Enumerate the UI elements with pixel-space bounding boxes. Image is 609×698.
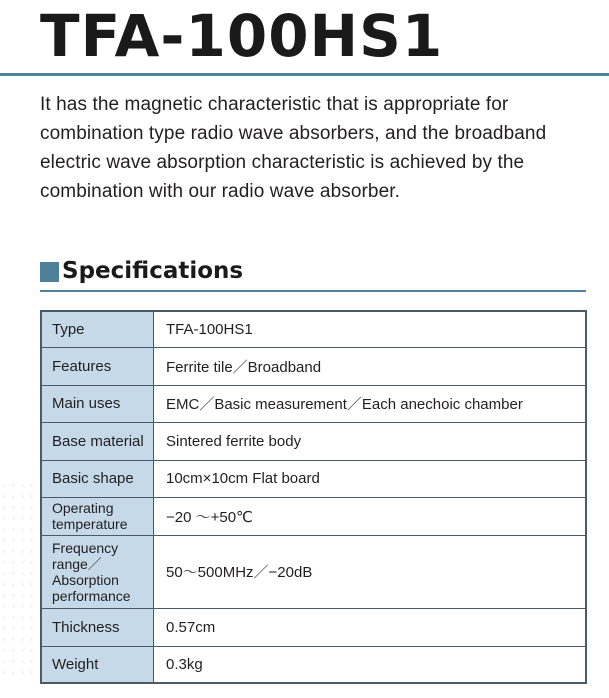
spec-label: Main uses bbox=[41, 385, 154, 422]
spec-value: 50～500MHz／−20dB bbox=[154, 535, 587, 608]
spec-label: Thickness bbox=[41, 608, 154, 646]
spec-value: 0.57cm bbox=[154, 608, 587, 646]
intro-line: combination type radio wave absorbers, and the broadband bbox=[40, 123, 547, 144]
section-title: Specifications bbox=[62, 258, 244, 284]
table-row bbox=[41, 460, 586, 497]
table-row bbox=[41, 422, 586, 460]
specifications-table bbox=[40, 310, 587, 684]
table-row bbox=[41, 347, 586, 385]
square-bullet-icon bbox=[40, 262, 59, 282]
spec-label: Base material bbox=[41, 422, 154, 460]
background-dot-pattern bbox=[0, 480, 36, 680]
table-row bbox=[41, 608, 586, 646]
table-row bbox=[41, 385, 586, 422]
spec-value: 0.3kg bbox=[154, 646, 587, 683]
intro-line: It has the magnetic characteristic that is appropriate for bbox=[40, 94, 509, 115]
title-divider bbox=[0, 73, 609, 76]
spec-label: Weight bbox=[41, 646, 154, 683]
spec-label: Basic shape bbox=[41, 460, 154, 497]
section-divider bbox=[40, 290, 586, 292]
spec-value: TFA-100HS1 bbox=[154, 311, 587, 347]
spec-label: Operating temperature bbox=[41, 497, 154, 535]
table-row bbox=[41, 311, 586, 347]
intro-paragraph bbox=[40, 90, 605, 206]
intro-line: combination with our radio wave absorber. bbox=[40, 181, 401, 202]
intro-line: electric wave absorption characteristic is achieved by the bbox=[40, 152, 525, 173]
spec-label: Features bbox=[41, 347, 154, 385]
specifications-heading bbox=[40, 256, 243, 286]
spec-value: Sintered ferrite body bbox=[154, 422, 587, 460]
table-row bbox=[41, 497, 586, 535]
table-row bbox=[41, 535, 586, 608]
page-title: TFA-100HS1 bbox=[40, 2, 444, 70]
spec-value: −20 ～+50℃ bbox=[154, 497, 587, 535]
spec-value: Ferrite tile／Broadband bbox=[154, 347, 587, 385]
table-row bbox=[41, 646, 586, 683]
spec-value: 10cm×10cm Flat board bbox=[154, 460, 587, 497]
spec-label: Frequency range／Absorption performance bbox=[41, 535, 154, 608]
spec-value: EMC／Basic measurement／Each anechoic chamber bbox=[154, 385, 587, 422]
spec-label: Type bbox=[41, 311, 154, 347]
